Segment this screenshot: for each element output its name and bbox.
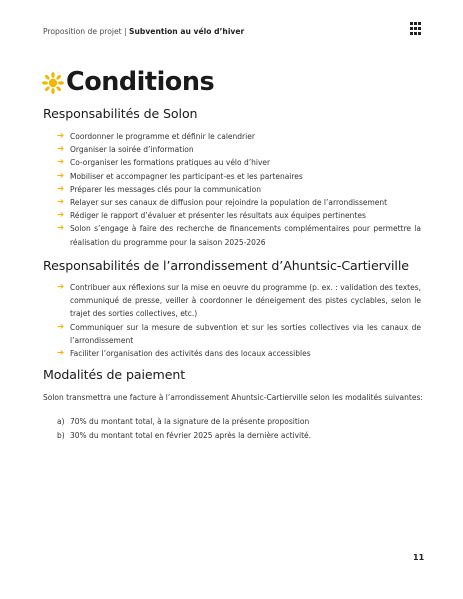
arrow-right-icon: ➔ xyxy=(57,197,65,208)
sun-icon xyxy=(42,72,64,94)
list-marker: b) xyxy=(57,430,65,440)
list-item: ➔ Organiser la soirée d’information xyxy=(57,143,421,156)
arrow-right-icon: ➔ xyxy=(57,210,65,221)
arrow-right-icon: ➔ xyxy=(57,131,65,141)
list-marker: a) xyxy=(57,417,65,426)
solon-responsibilities-list xyxy=(57,130,421,249)
header-text xyxy=(43,27,244,36)
section-heading-solon: Responsabilités de Solon xyxy=(43,106,198,121)
header-title: Subvention au vélo d’hiver xyxy=(129,27,245,36)
arrow-right-icon: ➔ xyxy=(57,183,65,194)
payment-terms-list xyxy=(57,415,311,442)
arrow-right-icon: ➔ xyxy=(57,144,65,155)
list-item: b) 30% du montant total en février 2025 après la dernière activité. xyxy=(57,429,311,443)
list-item: ➔ Mobiliser et accompagner les participant-es et les partenaires xyxy=(57,170,421,183)
solon-logo-icon xyxy=(410,22,421,35)
arrondissement-responsibilities-list xyxy=(57,281,421,360)
page-title: Conditions xyxy=(66,67,215,98)
page-title-row xyxy=(42,66,214,100)
list-item: ➔ Préparer les messages clés pour la communication xyxy=(57,183,421,196)
section-heading-arrondissement: Responsabilités de l’arrondissement d’Ahuntsic-Cartierville xyxy=(43,258,409,273)
arrow-right-icon: ➔ xyxy=(57,321,65,332)
arrow-right-icon: ➔ xyxy=(57,223,65,234)
page-number: 11 xyxy=(413,553,425,562)
list-item: ➔ Rédiger le rapport d’évaluer et présenter les résultats aux équipes pertinentes xyxy=(57,209,421,222)
arrow-right-icon: ➔ xyxy=(57,157,65,168)
list-item: ➔ Communiquer sur la mesure de subvention et sur les sorties collectives via les canaux de l’arrondissement xyxy=(57,321,421,345)
arrow-right-icon: ➔ xyxy=(57,282,65,292)
list-item: ➔ Contribuer aux réflexions sur la mise en oeuvre du programme (p. ex. : validation des textes, communiqué de presse, veiller à coordonner le déneigement des pistes cyclables, selon le trajet des sorties collectives, etc.) xyxy=(57,282,421,319)
list-item: ➔ Solon s’engage à faire des recherche de financements complémentaires pour permettre la réalisation du programme pour la saison 2025-2026 xyxy=(57,223,421,247)
list-item: ➔ Faciliter l’organisation des activités dans des locaux accessibles xyxy=(57,347,421,360)
header-prefix: Proposition de projet | xyxy=(43,27,127,36)
section-heading-payment: Modalités de paiement xyxy=(43,367,186,382)
arrow-right-icon: ➔ xyxy=(57,170,65,181)
list-item: a) 70% du montant total, à la signature de la présente proposition xyxy=(57,415,311,429)
list-item: ➔ Coordonner le programme et définir le calendrier xyxy=(57,130,421,143)
arrow-right-icon: ➔ xyxy=(57,348,65,359)
list-item: ➔ Co-organiser les formations pratiques au vélo d’hiver xyxy=(57,156,421,169)
list-item: ➔ Relayer sur ses canaux de diffusion pour rejoindre la population de l’arrondissement xyxy=(57,196,421,209)
payment-intro: Solon transmettra une facture à l’arrondissement Ahuntsic-Cartierville selon les modalités suivantes: xyxy=(43,393,423,402)
